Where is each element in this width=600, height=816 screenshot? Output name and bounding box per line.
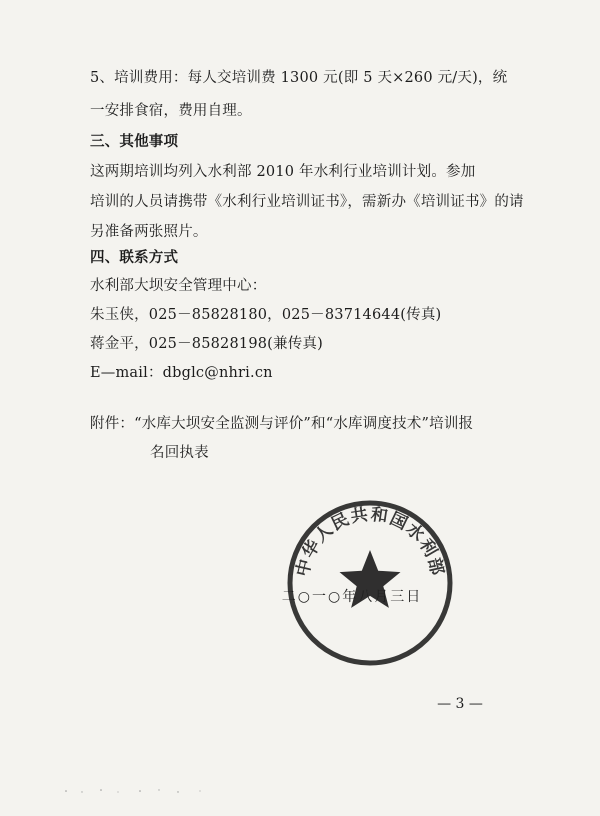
contact-person-1: 朱玉侠，025－85828180，025－83714644(传真) bbox=[90, 307, 442, 323]
notes-line-2: 培训的人员请携带《水利行业培训证书》，需新办《培训证书》的请 bbox=[90, 194, 524, 210]
notes-line-1: 这两期培训均列入水利部 2010 年水利行业培训计划。参加 bbox=[90, 164, 476, 180]
issue-date: 二○一○年八月三日 bbox=[281, 589, 423, 605]
official-seal-graphic bbox=[285, 498, 455, 668]
training-fee-line-1: 5、培训费用：每人交培训费 1300 元(即 5 天×260 元/天)，统 bbox=[90, 70, 508, 86]
attachment-line-1: 附件：“水库大坝安全监测与评价”和“水库调度技术”培训报 bbox=[90, 416, 474, 432]
contact-email: E—mail：dbglc@nhri.cn bbox=[90, 365, 273, 381]
contact-person-2: 蒋金平，025－85828198(兼传真) bbox=[90, 336, 323, 352]
page-number: — 3 — bbox=[437, 696, 483, 712]
seal-text-path: 中华人民共和国水利部 bbox=[292, 504, 448, 579]
notes-line-3: 另准备两张照片。 bbox=[90, 224, 208, 240]
training-fee-line-2: 一安排食宿，费用自理。 bbox=[90, 103, 252, 119]
official-seal bbox=[285, 498, 455, 668]
seal-star-icon bbox=[340, 550, 401, 608]
scan-specks bbox=[60, 786, 220, 796]
attachment-line-2: 名回执表 bbox=[150, 445, 209, 461]
section-contact-heading: 四、联系方式 bbox=[90, 249, 179, 266]
section-other-matters-heading: 三、其他事项 bbox=[90, 133, 179, 150]
contact-organization: 水利部大坝安全管理中心： bbox=[90, 278, 267, 294]
